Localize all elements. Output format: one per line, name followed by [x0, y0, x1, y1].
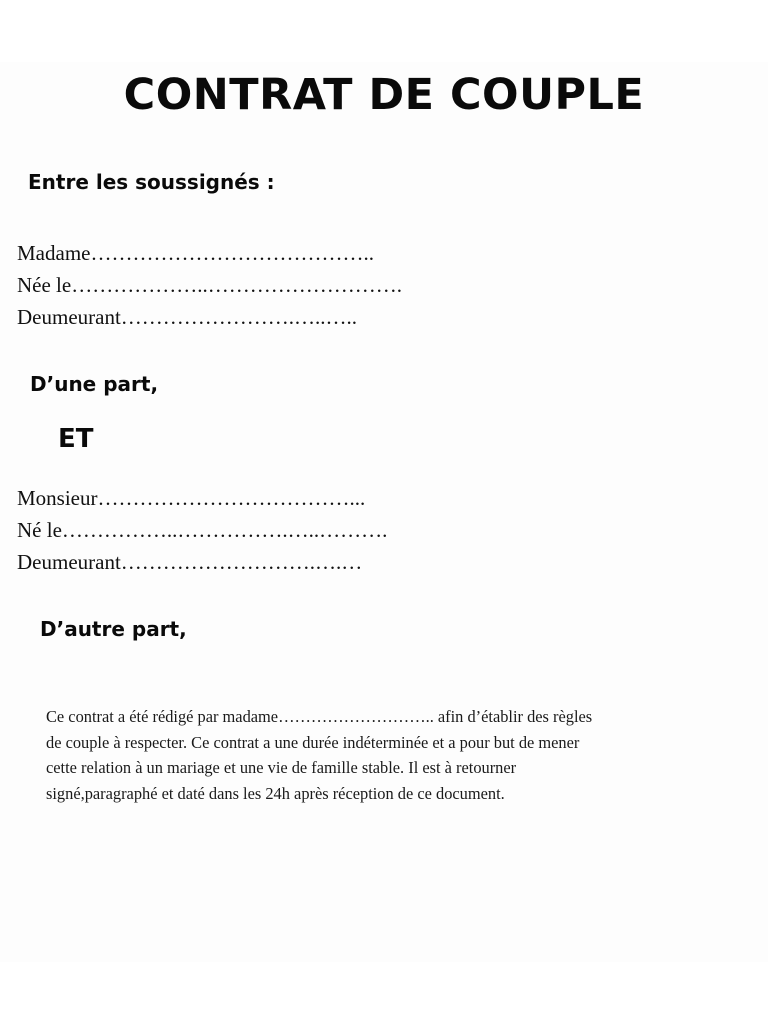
contract-paragraph [46, 704, 726, 806]
bottom-margin [0, 962, 768, 1024]
madame-birth-line: Née le………………..………………………. [17, 273, 402, 297]
conjunction-heading: ET [58, 424, 94, 454]
monsieur-fields [17, 482, 387, 578]
first-party-heading: D’une part, [30, 372, 159, 396]
monsieur-birth-line: Né le……………..…………….…..………. [17, 518, 388, 542]
madame-fields [17, 237, 402, 333]
madame-name-line: Madame………………………………….. [17, 241, 374, 265]
monsieur-name-line: Monsieur………………………………... [17, 486, 366, 510]
paragraph-line: signé,paragraphé et daté dans les 24h après réception de ce document. [46, 783, 505, 803]
second-party-heading: D’autre part, [40, 617, 187, 641]
paragraph-line: cette relation à un mariage et une vie de famille stable. Il est à retourner [46, 758, 517, 777]
intro-heading: Entre les soussignés : [28, 170, 275, 194]
top-margin [0, 0, 768, 62]
paragraph-line: de couple à respecter. Ce contrat a une durée indéterminée et a pour but de mener [46, 732, 580, 752]
monsieur-address-line: Deumeurant……………………….….… [17, 550, 363, 574]
madame-address-line: Deumeurant…………………….…..….. [17, 305, 358, 329]
document-title: CONTRAT DE COUPLE [123, 70, 645, 120]
paragraph-line: Ce contrat a été rédigé par madame……………………….. afin d’établir des règles [46, 707, 593, 726]
